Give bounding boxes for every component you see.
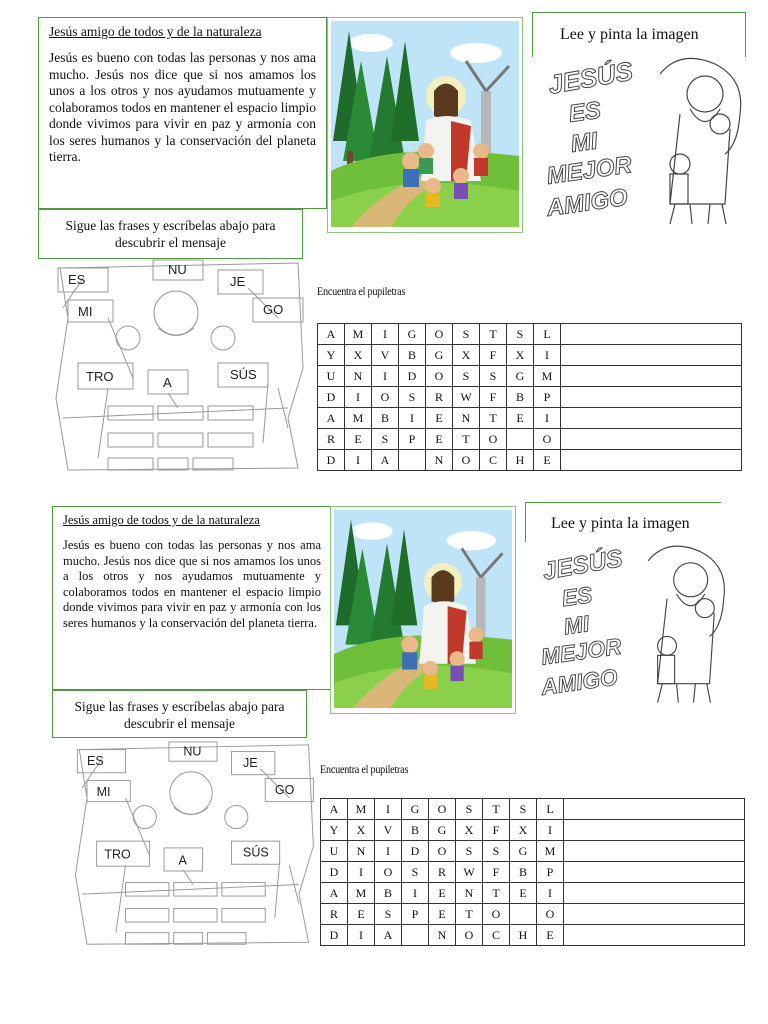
wordsearch-cell: I	[375, 799, 402, 820]
wordsearch-cell: I	[534, 408, 561, 429]
story-paragraph: Jesús es bueno con todas las personas y nos ama mucho. Jesús nos dice que si nos amamos los unos a los otros y nos ayudamos mutuamente y colaboramos todos en mantener el espacio limpio donde vivimos para vivir en paz y armonía con los seres humanos y la conservación del planeta tierra.	[49, 50, 316, 164]
wordsearch-cell: D	[402, 841, 429, 862]
wordsearch-cell: E	[429, 883, 456, 904]
coloring-page	[534, 542, 734, 712]
wordsearch-cell: O	[453, 450, 480, 471]
wordsearch-cell	[399, 450, 426, 471]
wordsearch-cell: A	[321, 883, 348, 904]
jesus-children-picture-frame	[327, 17, 523, 233]
wordsearch-blank-cell	[564, 904, 745, 925]
wordsearch-cell: G	[510, 841, 537, 862]
wordsearch-cell: F	[480, 345, 507, 366]
wordsearch-row	[321, 925, 745, 946]
wordsearch-cell: T	[480, 324, 507, 345]
jesus-with-children-illustration	[331, 21, 519, 227]
wordsearch-cell: O	[375, 862, 402, 883]
maze-word: A	[178, 853, 187, 868]
wordsearch-cell: D	[321, 862, 348, 883]
wordsearch-cell: A	[375, 925, 402, 946]
wordsearch-cell: O	[429, 799, 456, 820]
maze-word: TRO	[86, 369, 114, 384]
wordsearch-cell: C	[480, 450, 507, 471]
wordsearch-cell: S	[480, 366, 507, 387]
wordsearch-cell: O	[537, 904, 564, 925]
maze-word: TRO	[104, 847, 131, 862]
wordsearch-cell	[510, 904, 537, 925]
wordsearch-cell: N	[429, 925, 456, 946]
worksheet-copy-1	[0, 0, 768, 490]
wordsearch-row	[318, 387, 742, 408]
wordsearch-cell: S	[456, 841, 483, 862]
wordsearch-grid	[320, 798, 745, 946]
wordsearch-cell: G	[426, 345, 453, 366]
wordsearch-cell: N	[453, 408, 480, 429]
wordsearch-cell: E	[426, 429, 453, 450]
wordsearch-cell: S	[510, 799, 537, 820]
story-box	[38, 17, 327, 209]
story-title: Jesús amigo de todos y de la naturaleza	[49, 24, 262, 39]
wordsearch-cell: F	[483, 820, 510, 841]
maze-word: MI	[78, 304, 93, 319]
follow-instruction-box	[52, 690, 307, 738]
wordsearch-blank-cell	[564, 883, 745, 904]
coloring-word: MEJOR	[539, 632, 623, 670]
wordsearch-cell: N	[426, 450, 453, 471]
wordsearch-blank-cell	[561, 345, 742, 366]
wordsearch-cell: B	[399, 345, 426, 366]
read-and-paint-box	[525, 502, 721, 542]
wordsearch-cell: W	[456, 862, 483, 883]
wordsearch-cell: X	[348, 820, 375, 841]
wordsearch-row	[321, 841, 745, 862]
jesus-with-children-illustration	[334, 510, 512, 708]
wordsearch-row	[321, 904, 745, 925]
wordsearch-cell: T	[483, 799, 510, 820]
wordsearch-row	[318, 345, 742, 366]
wordsearch-cell: R	[426, 387, 453, 408]
maze-word: A	[163, 375, 172, 390]
wordsearch-cell: S	[375, 904, 402, 925]
wordsearch-cell: S	[507, 324, 534, 345]
wordsearch-cell: X	[345, 345, 372, 366]
wordsearch-row	[321, 799, 745, 820]
wordsearch-cell: G	[402, 799, 429, 820]
jesus-outline-drawing	[648, 546, 724, 702]
maze-word: MI	[96, 784, 111, 799]
wordsearch-cell: G	[507, 366, 534, 387]
wordsearch-cell: U	[318, 366, 345, 387]
wordsearch-blank-cell	[564, 820, 745, 841]
coloring-word: AMIGO	[539, 663, 620, 700]
wordsearch-cell: I	[348, 925, 375, 946]
wordsearch-cell: O	[483, 904, 510, 925]
coloring-page	[540, 54, 750, 234]
wordsearch-cell: S	[483, 841, 510, 862]
wordsearch-cell: E	[510, 883, 537, 904]
wordsearch-row	[318, 324, 742, 345]
wordsearch-cell: S	[453, 324, 480, 345]
wordsearch-cell: G	[399, 324, 426, 345]
jesus-outline-drawing	[660, 58, 741, 224]
wordsearch-cell: M	[345, 408, 372, 429]
wordsearch-cell: T	[453, 429, 480, 450]
wordsearch-cell: E	[348, 904, 375, 925]
wordsearch-cell: X	[456, 820, 483, 841]
wordsearch-cell: S	[453, 366, 480, 387]
wordsearch-cell: I	[372, 324, 399, 345]
wordsearch-cell: E	[534, 450, 561, 471]
wordsearch-cell: O	[534, 429, 561, 450]
wordsearch-cell: E	[429, 904, 456, 925]
wordsearch-cell: P	[399, 429, 426, 450]
wordsearch-cell: E	[426, 408, 453, 429]
maze-word: NU	[168, 262, 187, 277]
wordsearch-cell: G	[429, 820, 456, 841]
wordsearch-cell: B	[372, 408, 399, 429]
wordsearch-cell: I	[375, 841, 402, 862]
wordsearch-cell	[402, 925, 429, 946]
wordsearch-cell: O	[426, 366, 453, 387]
wordsearch-cell: M	[534, 366, 561, 387]
wordsearch-cell: O	[372, 387, 399, 408]
wordsearch-cell: L	[537, 799, 564, 820]
wordsearch-cell: N	[348, 841, 375, 862]
maze-word: SÚS	[243, 845, 269, 860]
story-box	[52, 506, 332, 690]
wordsearch-cell: C	[483, 925, 510, 946]
wordsearch-cell: S	[402, 862, 429, 883]
maze-word: NU	[183, 744, 202, 759]
read-and-paint-box	[532, 12, 746, 57]
wordsearch-blank-cell	[561, 324, 742, 345]
wordsearch-cell: A	[321, 799, 348, 820]
wordsearch-cell: P	[534, 387, 561, 408]
wordsearch-cell: X	[507, 345, 534, 366]
wordsearch-cell: I	[372, 366, 399, 387]
story-paragraph: Jesús es bueno con todas las personas y nos ama mucho. Jesús nos dice que si nos amamos los unos a los otros y nos ayudamos mutuamente y colaboramos todos en mantener el espacio limpio donde vivimos para vivir en paz y armonía con los seres humanos y la conservación del planeta tierra.	[63, 538, 321, 630]
maze-word: ES	[68, 272, 86, 287]
wordsearch-cell: I	[537, 820, 564, 841]
read-and-paint-label: Lee y pinta la imagen	[560, 26, 699, 43]
wordsearch-cell: V	[372, 345, 399, 366]
wordsearch-cell: H	[510, 925, 537, 946]
wordsearch-cell: N	[456, 883, 483, 904]
wordsearch-blank-cell	[564, 799, 745, 820]
wordsearch-cell: P	[537, 862, 564, 883]
wordsearch-blank-cell	[561, 387, 742, 408]
wordsearch-cell: M	[348, 883, 375, 904]
wordsearch-cell: R	[318, 429, 345, 450]
follow-instruction-box	[38, 209, 303, 259]
wordsearch-cell: E	[537, 925, 564, 946]
wordsearch-cell: I	[345, 450, 372, 471]
maze-word: GO	[263, 302, 284, 317]
read-and-paint-label: Lee y pinta la imagen	[551, 515, 690, 532]
maze-word: GO	[274, 782, 295, 797]
wordsearch-blank-cell	[564, 841, 745, 862]
wordsearch-cell: D	[399, 366, 426, 387]
maze-word: JE	[243, 755, 258, 770]
coloring-word: JESÚS	[545, 55, 636, 100]
wordsearch-cell: I	[399, 408, 426, 429]
wordsearch-cell: X	[510, 820, 537, 841]
wordsearch-cell: B	[507, 387, 534, 408]
wordsearch-cell: O	[480, 429, 507, 450]
follow-instruction: Sigue las frases y escríbelas abajo para descubrir el mensaje	[74, 699, 285, 731]
wordsearch-cell: E	[345, 429, 372, 450]
wordsearch-cell: I	[534, 345, 561, 366]
wordsearch-cell: Y	[321, 820, 348, 841]
wordsearch-cell: R	[429, 862, 456, 883]
wordsearch-cell: R	[321, 904, 348, 925]
coloring-word: MI	[569, 127, 600, 158]
wordsearch-cell: F	[483, 862, 510, 883]
wordsearch-cell: T	[483, 883, 510, 904]
coloring-word: MI	[562, 610, 591, 640]
wordsearch-cell: I	[537, 883, 564, 904]
wordsearch-cell: S	[372, 429, 399, 450]
wordsearch-cell: I	[345, 387, 372, 408]
wordsearch-row	[318, 366, 742, 387]
wordsearch-cell: M	[537, 841, 564, 862]
wordsearch-cell: U	[321, 841, 348, 862]
maze-word: SÚS	[230, 367, 257, 382]
wordsearch-cell: I	[348, 862, 375, 883]
jesus-children-picture-frame	[330, 506, 516, 714]
follow-instruction: Sigue las frases y escríbelas abajo para descubrir el mensaje	[65, 218, 276, 250]
wordsearch-cell: N	[345, 366, 372, 387]
wordsearch-cell: P	[402, 904, 429, 925]
wordsearch-row	[321, 862, 745, 883]
wordsearch-row	[318, 450, 742, 471]
wordsearch-cell: T	[480, 408, 507, 429]
wordsearch-cell: O	[429, 841, 456, 862]
wordsearch-row	[318, 429, 742, 450]
wordsearch-cell: D	[321, 925, 348, 946]
wordsearch-cell: X	[453, 345, 480, 366]
wordsearch-row	[321, 820, 745, 841]
coloring-word: ES	[560, 581, 594, 612]
word-maze	[48, 258, 306, 476]
wordsearch-cell: B	[402, 820, 429, 841]
wordsearch-cell: L	[534, 324, 561, 345]
wordsearch-cell: T	[456, 904, 483, 925]
coloring-word: AMIGO	[545, 183, 630, 222]
wordsearch-cell: B	[510, 862, 537, 883]
wordsearch-blank-cell	[561, 450, 742, 471]
word-maze	[66, 740, 318, 950]
wordsearch-blank-cell	[561, 429, 742, 450]
wordsearch-cell: D	[318, 450, 345, 471]
wordsearch-row	[318, 408, 742, 429]
wordsearch-cell: E	[507, 408, 534, 429]
wordsearch-cell: D	[318, 387, 345, 408]
wordsearch-cell: F	[480, 387, 507, 408]
wordsearch-cell: B	[375, 883, 402, 904]
wordsearch-title: Encuentra el pupiletras	[320, 762, 409, 776]
wordsearch-cell: A	[372, 450, 399, 471]
wordsearch-cell: S	[456, 799, 483, 820]
story-title: Jesús amigo de todos y de la naturaleza	[63, 513, 260, 527]
wordsearch-cell: A	[318, 408, 345, 429]
wordsearch-title: Encuentra el pupiletras	[317, 284, 406, 298]
coloring-word: ES	[567, 96, 603, 128]
wordsearch-cell: W	[453, 387, 480, 408]
coloring-word: JESÚS	[540, 545, 625, 586]
wordsearch-blank-cell	[561, 366, 742, 387]
wordsearch-cell: O	[426, 324, 453, 345]
wordsearch-cell: M	[348, 799, 375, 820]
worksheet-copy-2	[0, 500, 768, 990]
wordsearch-blank-cell	[564, 925, 745, 946]
wordsearch-cell: I	[402, 883, 429, 904]
wordsearch-cell: A	[318, 324, 345, 345]
wordsearch-blank-cell	[561, 408, 742, 429]
wordsearch-grid	[317, 323, 742, 471]
wordsearch-cell: M	[345, 324, 372, 345]
wordsearch-cell: O	[456, 925, 483, 946]
coloring-word: MEJOR	[545, 151, 634, 190]
wordsearch-blank-cell	[564, 862, 745, 883]
wordsearch-row	[321, 883, 745, 904]
wordsearch-cell: H	[507, 450, 534, 471]
maze-word: JE	[230, 274, 246, 289]
wordsearch-cell	[507, 429, 534, 450]
wordsearch-cell: S	[399, 387, 426, 408]
maze-word: ES	[87, 754, 104, 769]
wordsearch-cell: V	[375, 820, 402, 841]
wordsearch-cell: Y	[318, 345, 345, 366]
